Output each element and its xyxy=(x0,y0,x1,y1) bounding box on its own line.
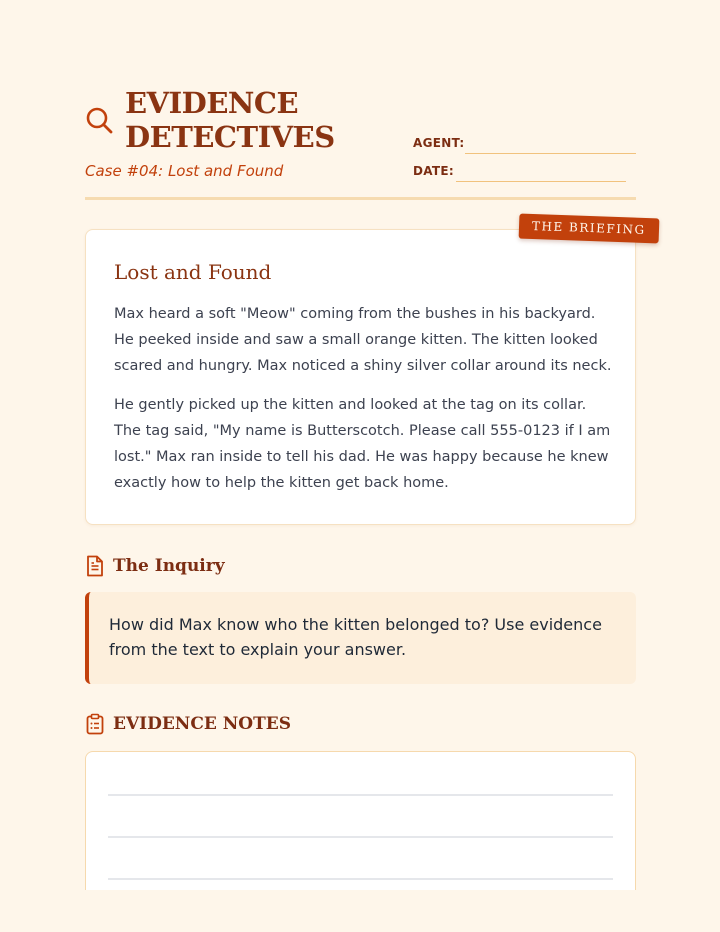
agent-label: AGENT: xyxy=(413,136,465,150)
date-label: DATE: xyxy=(413,164,454,178)
magnifying-glass-icon xyxy=(85,106,113,134)
story-paragraph: Max heard a soft "Meow" coming from the bushes in his backyard. He peeked inside and saw a small orange kitten. The kitten looked scared and hungry. Max noticed a shiny silver collar around its neck. xyxy=(114,306,612,374)
story-title: Lost and Found xyxy=(114,260,272,284)
note-line xyxy=(108,794,613,796)
inquiry-heading xyxy=(85,555,225,577)
note-line xyxy=(108,878,613,880)
clipboard-icon xyxy=(85,713,105,735)
case-label: Case #04: Lost and Found xyxy=(85,162,284,180)
header-divider xyxy=(85,197,636,200)
inquiry-heading-label: The Inquiry xyxy=(113,556,225,576)
story-card xyxy=(85,229,636,525)
document-icon xyxy=(85,555,105,577)
evidence-notes-heading xyxy=(85,713,291,735)
page-bottom-edge xyxy=(0,890,720,932)
worksheet-header xyxy=(85,86,636,200)
note-line xyxy=(108,836,613,838)
evidence-notes-label: EVIDENCE NOTES xyxy=(113,714,291,734)
inquiry-question: How did Max know who the kitten belonged to? Use evidence from the text to explain your answer. xyxy=(109,615,602,659)
date-field[interactable] xyxy=(456,162,626,182)
agent-field[interactable] xyxy=(465,134,636,154)
brand-title xyxy=(125,86,335,154)
briefing-tag: THE BRIEFING xyxy=(519,214,659,244)
brand-title-line2: DETECTIVES xyxy=(125,120,335,154)
brand-title-line1: EVIDENCE xyxy=(125,86,299,120)
story-paragraph: He gently picked up the kitten and looked at the tag on its collar. The tag said, "My name is Butterscotch. Please call 555-0123 if I am lost." Max ran inside to tell his dad. He was happy because he knew exactly how to help the kitten get back home. xyxy=(114,397,611,491)
inquiry-box xyxy=(85,592,636,684)
